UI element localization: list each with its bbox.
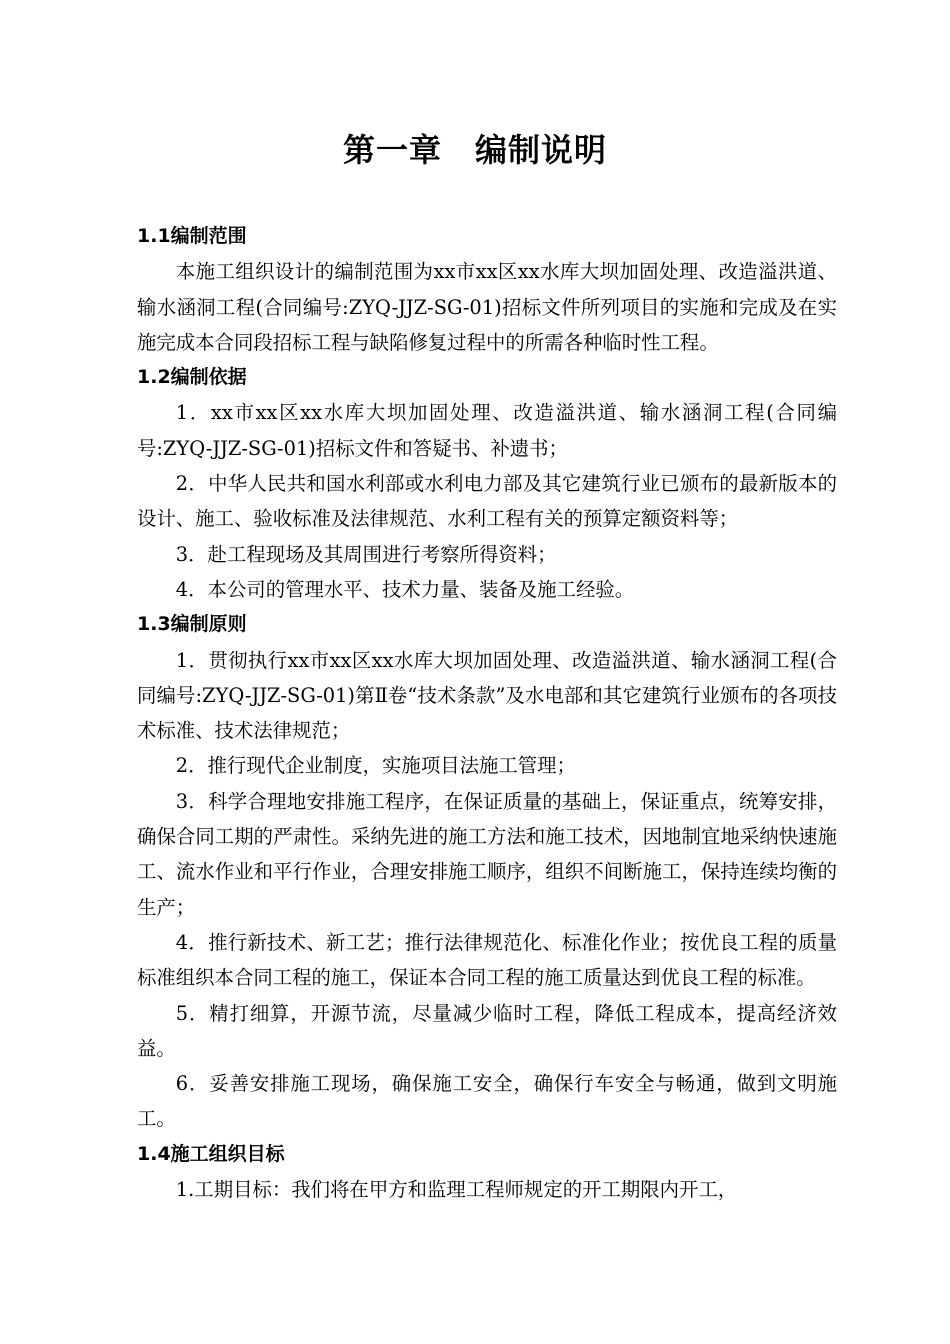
paragraph-1-3-4: 4．推行新技术、新工艺；推行法律规范化、标准化作业；按优良工程的质量标准组织本合同工程的施工，保证本合同工程的施工质量达到优良工程的标准。 bbox=[137, 930, 837, 990]
paragraph-1-2-3: 3．赴工程现场及其周围进行考察所得资料； bbox=[175, 542, 557, 566]
paragraph-1-3-1: 1．贯彻执行xx市xx区xx水库大坝加固处理、改造溢洪道、输水涵洞工程(合同编号:ZYQ-JJZ-SG-01)第Ⅱ卷“技术条款”及水电部和其它建筑行业颁布的各项技术标准、技术法律规范； bbox=[137, 648, 837, 743]
paragraph-1-2-1: 1．xx市xx区xx水库大坝加固处理、改造溢洪道、输水涵洞工程(合同编号:ZYQ-JJZ-SG-01)招标文件和答疑书、补遗书； bbox=[137, 401, 837, 460]
paragraph-1-3-3: 3．科学合理地安排施工程序，在保证质量的基础上，保证重点，统筹安排，确保合同工期的严肃性。采纳先进的施工方法和施工技术，因地制宜地采纳快速施工、流水作业和平行作业，合理安排施工顺序，组织不间断施工，保持连续均衡的生产； bbox=[137, 789, 837, 919]
chapter-title: 第一章 编制说明 bbox=[342, 131, 607, 169]
paragraph-1-2-4: 4．本公司的管理水平、技术力量、装备及施工经验。 bbox=[175, 577, 635, 601]
section-heading-1-4: 1.4施工组织目标 bbox=[137, 1142, 285, 1165]
paragraph-1-3-5: 5．精打细算，开源节流，尽量减少临时工程，降低工程成本，提高经济效益。 bbox=[137, 1001, 837, 1060]
paragraph-1-3-2: 2．推行现代企业制度，实施项目法施工管理； bbox=[175, 754, 576, 778]
document-body bbox=[137, 219, 837, 1207]
paragraph-1-3-6: 6．妥善安排施工现场，确保施工安全，确保行车安全与畅通，做到文明施工。 bbox=[137, 1072, 837, 1131]
section-heading-1-1: 1.1编制范围 bbox=[137, 225, 247, 247]
paragraph-1-1-1: 本施工组织设计的编制范围为xx市xx区xx水库大坝加固处理、改造溢洪道、输水涵洞工程(合同编号:ZYQ-JJZ-SG-01)招标文件所列项目的实施和完成及在实施完成本合同段招标工程与缺陷修复过程中的所需各种临时性工程。 bbox=[137, 260, 837, 354]
paragraph-1-4-1: 1.工期目标：我们将在甲方和监理工程师规定的开工期限内开工， bbox=[175, 1178, 738, 1202]
paragraph-1-2-2: 2．中华人民共和国水利部或水利电力部及其它建筑行业已颁布的最新版本的设计、施工、验收标准及法律规范、水利工程有关的预算定额资料等； bbox=[137, 472, 837, 531]
section-heading-1-2: 1.2编制依据 bbox=[137, 366, 247, 389]
section-heading-1-3: 1.3编制原则 bbox=[137, 613, 247, 636]
